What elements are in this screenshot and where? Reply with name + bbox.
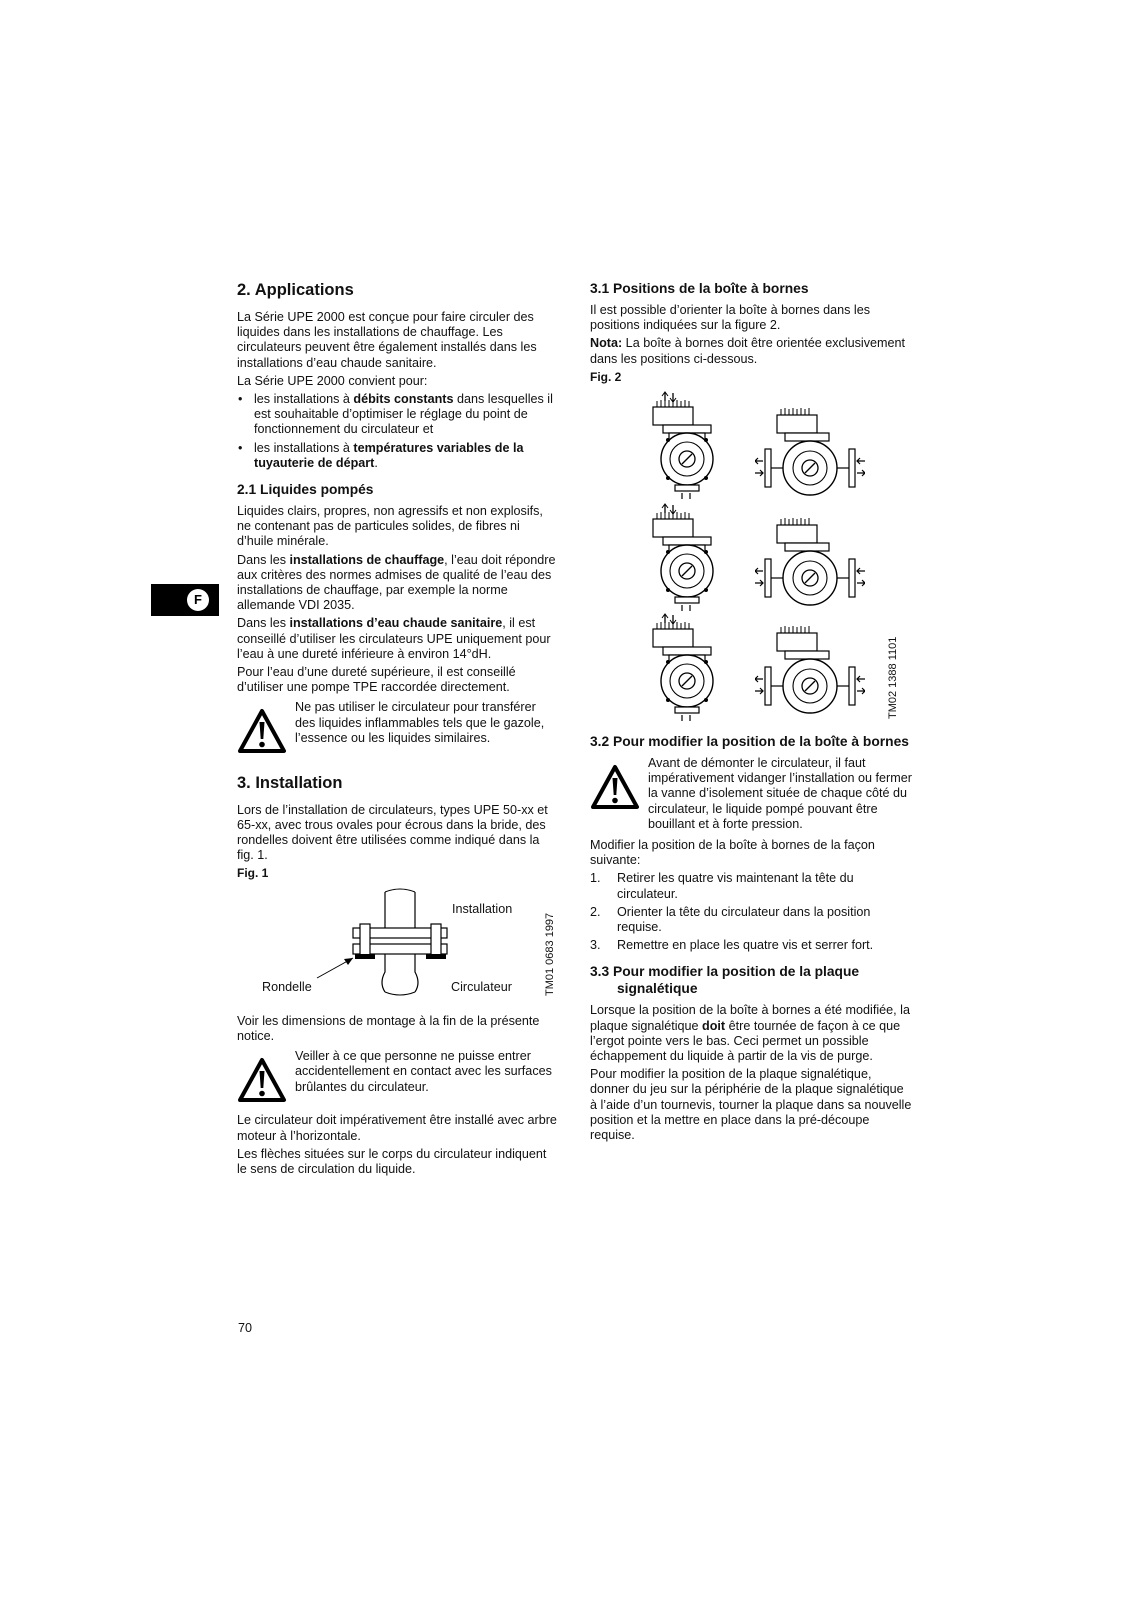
- paragraph: Dans les installations de chauffage, l’eau doit répondre aux critères des normes admises de qualité de l’eau des installations de chauffage, par exemple la norme allemande VDI 2035.: [237, 552, 556, 613]
- warning-icon: [237, 708, 287, 754]
- label-installation: Installation: [452, 901, 513, 916]
- paragraph: Pour modifier la position de la plaque signalétique, donner du jeu sur la périphérie de la plaque signalétique à l’aide d’un tournevis, tourner la plaque dans sa nouvelle position et la mettre en place dans la pré-découpe requise.: [590, 1067, 912, 1143]
- warning-icon: [590, 764, 640, 810]
- warning-text: Veiller à ce que personne ne puisse entrer accidentellement en contact avec les surfaces brûlantes du circulateur.: [295, 1049, 552, 1094]
- figure-label: Fig. 1: [237, 866, 269, 881]
- paragraph: La Série UPE 2000 convient pour:: [237, 373, 428, 388]
- paragraph: Le circulateur doit impérativement être installé avec arbre moteur à l’horizontale.: [237, 1113, 557, 1143]
- pump-position-5: [635, 611, 745, 721]
- figure-code: TM02 1388 1101: [887, 636, 899, 720]
- warning-block: [590, 756, 912, 832]
- language-tab-letter: F: [187, 589, 209, 611]
- usage-list: [237, 392, 559, 471]
- warning-text: Avant de démonter le circulateur, il faut impérativement vidanger l’installation ou fermer la vanne d’isolement située de chaque côté du circulateur, le liquide pompé pouvant être bouillant et à forte pression.: [648, 756, 912, 831]
- paragraph: Nota: La boîte à bornes doit être orientée exclusivement dans les positions ci-dessous.: [590, 336, 906, 366]
- paragraph: Lorsque la position de la boîte à bornes a été modifiée, la plaque signalétique doit être tournée de façon à ce que l’ergot pointe vers le bas. Ceci permet un possible échappement du liquide à partir de la vis de purge.: [590, 1003, 910, 1064]
- warning-block: [237, 1049, 559, 1107]
- figure-label: Fig. 2: [590, 369, 622, 384]
- warning-block: [237, 700, 559, 758]
- paragraph: Voir les dimensions de montage à la fin de la présente notice.: [237, 1013, 540, 1043]
- paragraph: Pour l’eau d’une dureté supérieure, il est conseillé d’utiliser une pompe TPE raccordée directement.: [237, 665, 516, 695]
- paragraph: Liquides clairs, propres, non agressifs et non explosifs, ne contenant pas de particules solides, de fibres ni d’huile minérale.: [237, 504, 543, 549]
- heading-3-2: 3.2 Pour modifier la position de la boîte à bornes: [590, 734, 909, 750]
- steps-list: [590, 871, 912, 953]
- pump-position-2: [755, 397, 865, 507]
- paragraph: Lors de l’installation de circulateurs, types UPE 50-xx et 65-xx, avec trous ovales pour écrous dans la bride, des rondelles doivent être utilisées comme indiqué dans la fig. 1.: [237, 802, 548, 863]
- figure-2: [590, 389, 912, 719]
- heading-3-3: 3.3 Pour modifier la position de la plaque signalétique: [590, 964, 860, 997]
- list-item: 1. Retirer les quatre vis maintenant la tête du circulateur.: [590, 871, 854, 901]
- pump-position-4: [755, 507, 865, 617]
- label-rondelle: Rondelle: [262, 979, 312, 994]
- right-column: [590, 280, 912, 1146]
- list-item: 2. Orienter la tête du circulateur dans la position requise.: [590, 904, 871, 935]
- paragraph: Modifier la position de la boîte à bornes de la façon suivante:: [590, 838, 875, 868]
- heading-liquides-pompes: 2.1 Liquides pompés: [237, 482, 374, 498]
- paragraph: La Série UPE 2000 est conçue pour faire circuler des liquides dans les installations de chauffage. Les circulateurs peuvent être également installés dans les installations d’eau chaude sanitaire.: [237, 310, 537, 370]
- page-number: 70: [238, 1321, 253, 1335]
- heading-3-1: 3.1 Positions de la boîte à bornes: [590, 281, 809, 296]
- list-item: • les installations à débits constants dans lesquelles il est souhaitable d’optimiser le réglage du point de fonctionnement du circulateur et: [237, 392, 559, 438]
- heading-applications: 2. Applications: [237, 281, 354, 299]
- paragraph: Dans les installations d’eau chaude sanitaire, il est conseillé d’utiliser les circulateurs UPE uniquement pour l’eau à une dureté inférieure à environ 14°dH.: [237, 616, 551, 661]
- paragraph: Les flèches situées sur le corps du circulateur indiquent le sens de circulation du liquide.: [237, 1146, 547, 1176]
- language-tab: [151, 584, 219, 616]
- figure-1: [237, 888, 559, 1006]
- left-column: [237, 280, 559, 1180]
- pump-position-6: [755, 615, 865, 725]
- heading-installation: 3. Installation: [237, 773, 343, 792]
- pump-position-3: [635, 501, 745, 611]
- figure-code: TM01 0683 1997: [544, 912, 556, 996]
- warning-icon: [237, 1057, 287, 1103]
- list-item: • les installations à températures variables de la tuyauterie de départ.: [237, 441, 559, 471]
- warning-text: Ne pas utiliser le circulateur pour transférer des liquides inflammables tels que le gazole, l’essence ou les liquides similaires.: [295, 700, 545, 745]
- paragraph: Il est possible d’orienter la boîte à bornes dans les positions indiquées sur la figure 2.: [590, 303, 871, 333]
- list-item: 3. Remettre en place les quatre vis et serrer fort.: [590, 938, 874, 953]
- label-circulateur: Circulateur: [451, 979, 512, 994]
- pump-position-1: [635, 389, 745, 499]
